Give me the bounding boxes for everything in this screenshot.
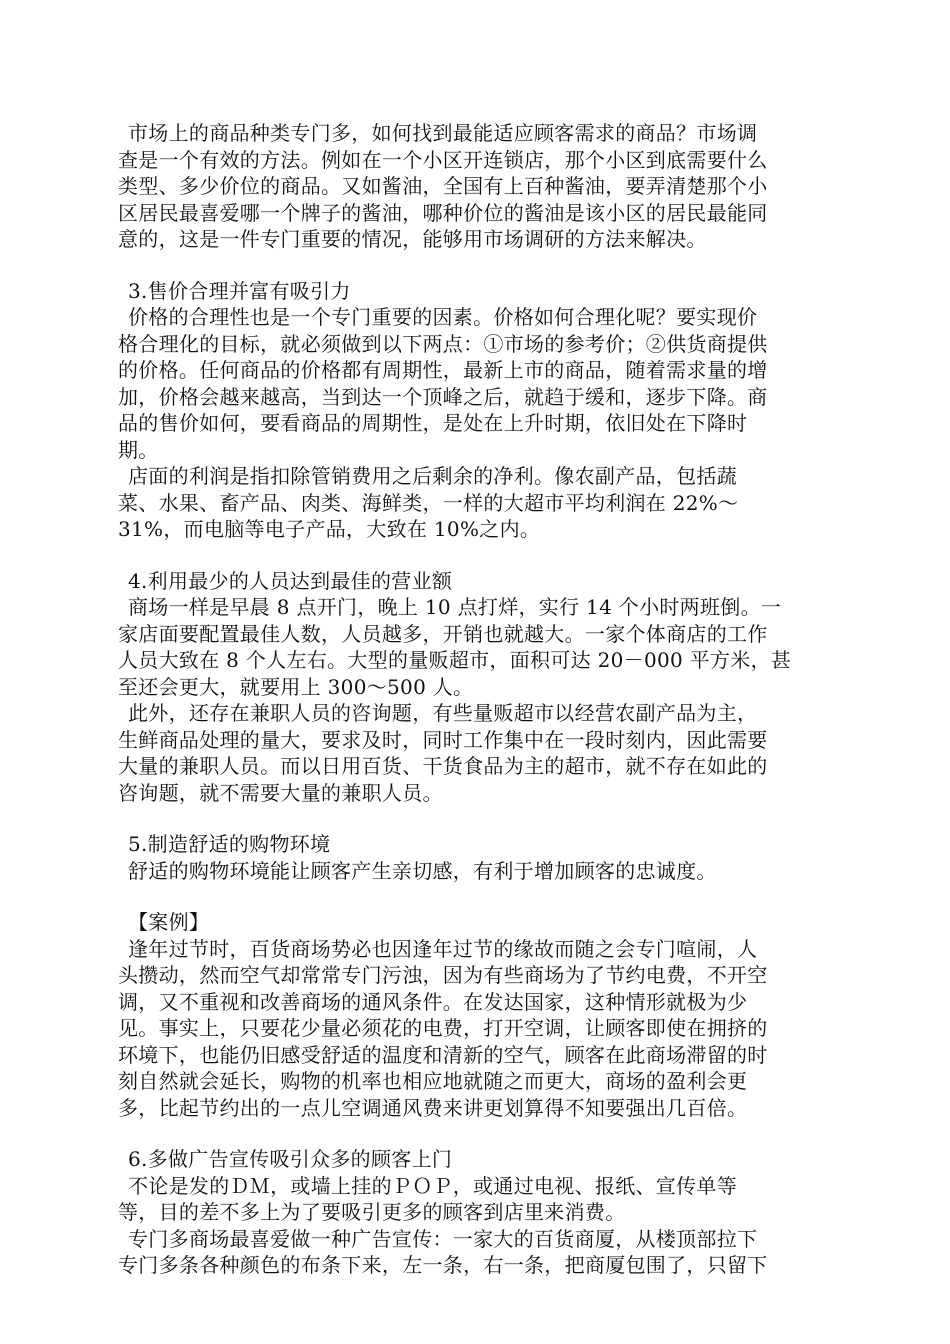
text-line: 多，比起节约出的一点儿空调通风费来讲更划算得不知要强出几百倍。 bbox=[118, 1095, 748, 1120]
text-line: 家店面要配置最佳人数，人员越多，开销也就越大。一家个体商店的工作 bbox=[118, 621, 768, 646]
paragraph-market-research bbox=[118, 120, 833, 253]
case-heading: 【案例】 bbox=[128, 910, 210, 934]
text-line: 格合理化的目标，就必须做到以下两点：①市场的参考价；②供货商提供 bbox=[118, 331, 768, 356]
text-line: 商场一样是早晨 8 点开门，晚上 10 点打烊，实行 14 个小时两班倒。一 bbox=[128, 595, 782, 619]
text-line: 调，又不重视和改善商场的通风条件。在发达国家，这种情形就极为少 bbox=[118, 989, 748, 1014]
text-line: 至还会更大，就要用上 300～500 人。 bbox=[118, 674, 474, 699]
section-heading: 6.多做广告宣传吸引众多的顾客上门 bbox=[128, 1147, 453, 1171]
paragraph-staffing bbox=[118, 594, 833, 700]
text-line: 舒适的购物环境能让顾客产生亲切感，有利于增加顾客的忠诚度。 bbox=[128, 858, 717, 883]
text-line: 价格的合理性也是一个专门重要的因素。价格如何合理化呢？要实现价 bbox=[128, 305, 758, 329]
text-line: 意的，这是一件专门重要的情况，能够用市场调研的方法来解决。 bbox=[118, 227, 707, 251]
text-line: 区居民最喜爱哪一个牌子的酱油，哪种价位的酱油是该小区的居民最能同 bbox=[118, 200, 768, 225]
text-line: 查是一个有效的方法。例如在一个小区开连锁店，那个小区到底需要什么 bbox=[118, 147, 768, 172]
text-line: 环境下，也能仍旧感受舒适的温度和清新的空气，顾客在此商场滞留的时 bbox=[118, 1042, 768, 1067]
text-line: 人员大致在 8 个人左右。大型的量贩超市，面积可达 20－000 平方米，甚 bbox=[118, 648, 792, 672]
paragraph-part-time bbox=[118, 700, 833, 806]
text-line: 不论是发的ＤＭ，或墙上挂的ＰＯＰ，或通过电视、报纸、宣传单等 bbox=[128, 1173, 737, 1198]
paragraph-case bbox=[118, 936, 833, 1122]
text-line: 品的售价如何，要看商品的周期性，是处在上升时期，依旧处在下降时 bbox=[118, 411, 748, 435]
text-line: 市场上的商品种类专门多，如何找到最能适应顾客需求的商品？市场调 bbox=[128, 121, 758, 145]
text-line: 菜、水果、畜产品、肉类、海鲜类，一样的大超市平均利润在 22%～ bbox=[118, 490, 739, 515]
text-line: 店面的利润是指扣除管销费用之后剩余的净利。像农副产品，包括蔬 bbox=[128, 464, 737, 488]
text-line: 逢年过节时，百货商场势必也因逢年过节的缘故而随之会专门喧闹，人 bbox=[128, 936, 758, 961]
paragraph-advertising bbox=[118, 1173, 833, 1226]
section-heading: 5.制造舒适的购物环境 bbox=[128, 832, 331, 856]
paragraph-profit bbox=[118, 463, 833, 543]
text-line: 专门多条各种颜色的布条下来，左一条，右一条，把商厦包围了，只留下 bbox=[118, 1253, 768, 1277]
text-line: 大量的兼职人员。而以日用百货、干货食品为主的超市，就不存在如此的 bbox=[118, 754, 768, 778]
text-line: 生鲜商品处理的量大，要求及时，同时工作集中在一段时刻内，因此需要 bbox=[118, 727, 768, 752]
text-line: 加，价格会越来越高，当到达一个顶峰之后，就趋于缓和，逐步下降。商 bbox=[118, 384, 768, 409]
text-line: 专门多商场最喜爱做一种广告宣传：一家大的百货商厦，从楼顶部拉下 bbox=[128, 1226, 758, 1251]
text-line: 见。事实上，只要花少量必须花的电费，打开空调，让顾客即使在拥挤的 bbox=[118, 1016, 768, 1040]
text-line: 头攒动，然而空气却常常专门污浊，因为有些商场为了节约电费，不开空 bbox=[118, 963, 768, 987]
text-line: 刻自然就会延长，购物的机率也相应地就随之而更大，商场的盈利会更 bbox=[118, 1069, 748, 1093]
paragraph-banners bbox=[118, 1226, 833, 1279]
text-line: 此外，还存在兼职人员的咨询题，有些量贩超市以经营农副产品为主， bbox=[128, 701, 758, 725]
paragraph-pricing bbox=[118, 304, 833, 463]
text-line: 类型、多少价位的商品。又如酱油，全国有上百种酱油，要弄清楚那个小 bbox=[118, 174, 768, 198]
document-body bbox=[118, 120, 833, 1279]
text-line: 咨询题，就不需要大量的兼职人员。 bbox=[118, 780, 443, 805]
text-line: 等，目的差不多上为了要吸引更多的顾客到店里来消费。 bbox=[118, 1200, 626, 1224]
text-line: 期。 bbox=[118, 437, 159, 462]
text-line: 31%，而电脑等电子产品，大致在 10%之内。 bbox=[118, 517, 541, 541]
section-heading: 3.售价合理并富有吸引力 bbox=[128, 278, 351, 303]
section-heading: 4.利用最少的人员达到最佳的营业额 bbox=[128, 568, 453, 593]
text-line: 的价格。任何商品的价格都有周期性，最新上市的商品，随着需求量的增 bbox=[118, 358, 768, 382]
